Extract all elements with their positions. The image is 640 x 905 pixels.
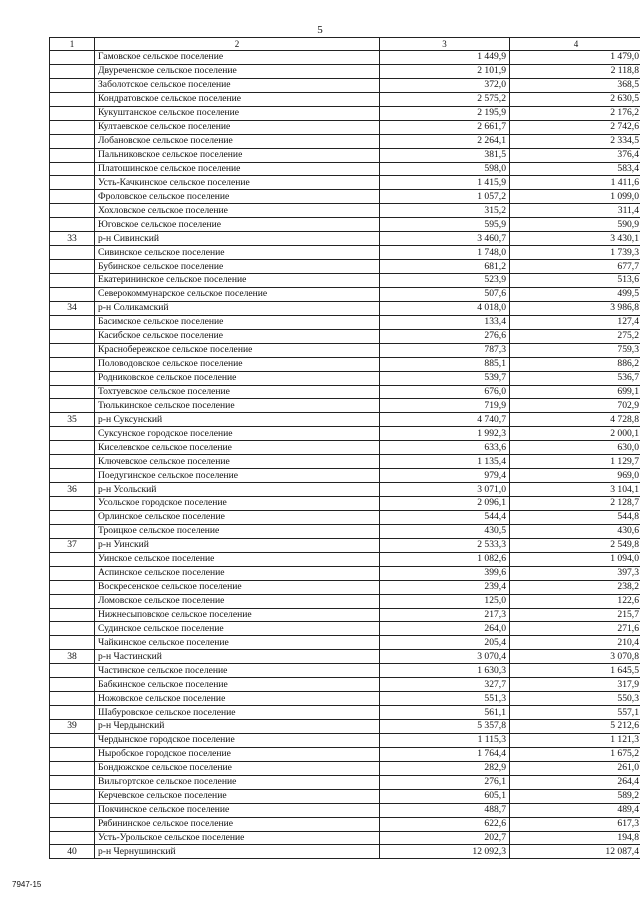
settlement-name-cell: р-н Частинский bbox=[95, 650, 380, 664]
value-col4-cell: 2 118,8 bbox=[510, 64, 640, 78]
row-number-cell: 39 bbox=[50, 720, 95, 734]
row-number-cell bbox=[50, 427, 95, 441]
value-col3-cell: 1 135,4 bbox=[380, 455, 510, 469]
table-header-row bbox=[50, 38, 640, 51]
settlement-name-cell: Бондюжское сельское поселение bbox=[95, 761, 380, 775]
value-col3-cell: 676,0 bbox=[380, 385, 510, 399]
value-col3-cell: 399,6 bbox=[380, 566, 510, 580]
table-row bbox=[50, 594, 640, 608]
settlement-name-cell: Аспинское сельское поселение bbox=[95, 566, 380, 580]
table-row bbox=[50, 427, 640, 441]
table-row bbox=[50, 343, 640, 357]
value-col4-cell: 499,5 bbox=[510, 287, 640, 301]
value-col3-cell: 1 992,3 bbox=[380, 427, 510, 441]
value-col4-cell: 1 479,0 bbox=[510, 51, 640, 65]
value-col4-cell: 2 128,7 bbox=[510, 497, 640, 511]
table-row bbox=[50, 538, 640, 552]
value-col3-cell: 2 533,3 bbox=[380, 538, 510, 552]
value-col4-cell: 376,4 bbox=[510, 148, 640, 162]
value-col4-cell: 1 411,6 bbox=[510, 176, 640, 190]
table-row bbox=[50, 148, 640, 162]
table-row bbox=[50, 329, 640, 343]
row-number-cell bbox=[50, 580, 95, 594]
row-number-cell bbox=[50, 455, 95, 469]
table-row bbox=[50, 204, 640, 218]
page-number: 5 bbox=[317, 24, 323, 36]
table-row bbox=[50, 176, 640, 190]
value-col4-cell: 1 645,5 bbox=[510, 664, 640, 678]
value-col4-cell: 2 630,5 bbox=[510, 92, 640, 106]
settlement-name-cell: р-н Уинский bbox=[95, 538, 380, 552]
settlement-name-cell: р-н Суксунский bbox=[95, 413, 380, 427]
table-row bbox=[50, 301, 640, 315]
row-number-cell: 34 bbox=[50, 301, 95, 315]
value-col4-cell: 317,9 bbox=[510, 678, 640, 692]
value-col4-cell: 544,8 bbox=[510, 510, 640, 524]
table-row bbox=[50, 636, 640, 650]
row-number-cell bbox=[50, 176, 95, 190]
row-number-cell bbox=[50, 218, 95, 232]
value-col3-cell: 1 115,3 bbox=[380, 733, 510, 747]
settlement-name-cell: Ключевское сельское поселение bbox=[95, 455, 380, 469]
table-row bbox=[50, 664, 640, 678]
value-col4-cell: 397,3 bbox=[510, 566, 640, 580]
value-col3-cell: 202,7 bbox=[380, 831, 510, 845]
row-number-cell bbox=[50, 106, 95, 120]
value-col4-cell: 368,5 bbox=[510, 78, 640, 92]
value-col4-cell: 3 070,8 bbox=[510, 650, 640, 664]
row-number-cell bbox=[50, 134, 95, 148]
value-col3-cell: 1 748,0 bbox=[380, 246, 510, 260]
row-number-cell bbox=[50, 162, 95, 176]
settlement-name-cell: Гамовское сельское поселение bbox=[95, 51, 380, 65]
row-number-cell bbox=[50, 678, 95, 692]
table-row bbox=[50, 831, 640, 845]
row-number-cell bbox=[50, 371, 95, 385]
row-number-cell: 36 bbox=[50, 483, 95, 497]
settlement-name-cell: Воскресенское сельское поселение bbox=[95, 580, 380, 594]
table-row bbox=[50, 580, 640, 594]
value-col3-cell: 1 415,9 bbox=[380, 176, 510, 190]
column-header-3: 3 bbox=[380, 38, 510, 51]
value-col4-cell: 3 430,1 bbox=[510, 232, 640, 246]
table-row bbox=[50, 260, 640, 274]
settlement-name-cell: р-н Чернушинский bbox=[95, 845, 380, 859]
value-col3-cell: 488,7 bbox=[380, 803, 510, 817]
value-col3-cell: 605,1 bbox=[380, 789, 510, 803]
value-col3-cell: 787,3 bbox=[380, 343, 510, 357]
settlement-name-cell: Ножовское сельское поселение bbox=[95, 692, 380, 706]
value-col4-cell: 210,4 bbox=[510, 636, 640, 650]
value-col3-cell: 544,4 bbox=[380, 510, 510, 524]
table-row bbox=[50, 357, 640, 371]
value-col4-cell: 677,7 bbox=[510, 260, 640, 274]
value-col3-cell: 12 092,3 bbox=[380, 845, 510, 859]
settlement-name-cell: Чердынское городское поселение bbox=[95, 733, 380, 747]
value-col3-cell: 2 101,9 bbox=[380, 64, 510, 78]
table-row bbox=[50, 315, 640, 329]
row-number-cell: 38 bbox=[50, 650, 95, 664]
table-row bbox=[50, 274, 640, 288]
table-row bbox=[50, 78, 640, 92]
row-number-cell bbox=[50, 343, 95, 357]
settlement-name-cell: р-н Соликамский bbox=[95, 301, 380, 315]
value-col3-cell: 205,4 bbox=[380, 636, 510, 650]
value-col4-cell: 2 334,5 bbox=[510, 134, 640, 148]
settlement-name-cell: Чайкинское сельское поселение bbox=[95, 636, 380, 650]
row-number-cell bbox=[50, 733, 95, 747]
settlement-name-cell: Кондратовское сельское поселение bbox=[95, 92, 380, 106]
settlement-name-cell: Троицкое сельское поселение bbox=[95, 524, 380, 538]
settlement-name-cell: р-н Усольский bbox=[95, 483, 380, 497]
row-number-cell bbox=[50, 636, 95, 650]
settlement-name-cell: Усольское городское поселение bbox=[95, 497, 380, 511]
settlement-name-cell: Сивинское сельское поселение bbox=[95, 246, 380, 260]
table-row bbox=[50, 706, 640, 720]
settlement-name-cell: Киселевское сельское поселение bbox=[95, 441, 380, 455]
row-number-cell bbox=[50, 524, 95, 538]
table-row bbox=[50, 190, 640, 204]
row-number-cell bbox=[50, 329, 95, 343]
row-number-cell bbox=[50, 706, 95, 720]
row-number-cell bbox=[50, 92, 95, 106]
table-row bbox=[50, 552, 640, 566]
value-col4-cell: 3 986,8 bbox=[510, 301, 640, 315]
value-col4-cell: 1 094,0 bbox=[510, 552, 640, 566]
row-number-cell bbox=[50, 608, 95, 622]
table-row bbox=[50, 371, 640, 385]
settlement-name-cell: Платошинское сельское поселение bbox=[95, 162, 380, 176]
row-number-cell bbox=[50, 803, 95, 817]
value-col4-cell: 590,9 bbox=[510, 218, 640, 232]
table-row bbox=[50, 761, 640, 775]
row-number-cell bbox=[50, 51, 95, 65]
value-col4-cell: 194,8 bbox=[510, 831, 640, 845]
settlement-name-cell: Половодовское сельское поселение bbox=[95, 357, 380, 371]
settlement-name-cell: Усть-Урольское сельское поселение bbox=[95, 831, 380, 845]
value-col4-cell: 4 728,8 bbox=[510, 413, 640, 427]
value-col4-cell: 759,3 bbox=[510, 343, 640, 357]
value-col3-cell: 622,6 bbox=[380, 817, 510, 831]
row-number-cell bbox=[50, 622, 95, 636]
value-col3-cell: 561,1 bbox=[380, 706, 510, 720]
value-col4-cell: 275,2 bbox=[510, 329, 640, 343]
value-col4-cell: 215,7 bbox=[510, 608, 640, 622]
value-col3-cell: 264,0 bbox=[380, 622, 510, 636]
table-row bbox=[50, 120, 640, 134]
value-col4-cell: 630,0 bbox=[510, 441, 640, 455]
settlement-name-cell: Култаевское сельское поселение bbox=[95, 120, 380, 134]
value-col3-cell: 2 195,9 bbox=[380, 106, 510, 120]
value-col3-cell: 3 070,4 bbox=[380, 650, 510, 664]
table-row bbox=[50, 455, 640, 469]
value-col3-cell: 1 630,3 bbox=[380, 664, 510, 678]
settlement-name-cell: Екатерининское сельское поселение bbox=[95, 274, 380, 288]
row-number-cell bbox=[50, 441, 95, 455]
row-number-cell bbox=[50, 204, 95, 218]
value-col3-cell: 551,3 bbox=[380, 692, 510, 706]
value-col4-cell: 2 742,6 bbox=[510, 120, 640, 134]
row-number-cell bbox=[50, 664, 95, 678]
row-number-cell: 35 bbox=[50, 413, 95, 427]
table-row bbox=[50, 775, 640, 789]
value-col3-cell: 4 740,7 bbox=[380, 413, 510, 427]
settlement-name-cell: Двуреченское сельское поселение bbox=[95, 64, 380, 78]
settlement-name-cell: Бабкинское сельское поселение bbox=[95, 678, 380, 692]
table-row bbox=[50, 218, 640, 232]
table-row bbox=[50, 399, 640, 413]
settlement-name-cell: р-н Сивинский bbox=[95, 232, 380, 246]
value-col4-cell: 2 000,1 bbox=[510, 427, 640, 441]
settlement-name-cell: Басимское сельское поселение bbox=[95, 315, 380, 329]
value-col4-cell: 2 176,2 bbox=[510, 106, 640, 120]
value-col3-cell: 217,3 bbox=[380, 608, 510, 622]
value-col3-cell: 2 661,7 bbox=[380, 120, 510, 134]
row-number-cell: 33 bbox=[50, 232, 95, 246]
settlement-name-cell: Покчинское сельское поселение bbox=[95, 803, 380, 817]
settlement-name-cell: Родниковское сельское поселение bbox=[95, 371, 380, 385]
value-col4-cell: 430,6 bbox=[510, 524, 640, 538]
row-number-cell bbox=[50, 385, 95, 399]
value-col4-cell: 1 129,7 bbox=[510, 455, 640, 469]
row-number-cell bbox=[50, 274, 95, 288]
row-number-cell bbox=[50, 399, 95, 413]
table-row bbox=[50, 650, 640, 664]
value-col4-cell: 127,4 bbox=[510, 315, 640, 329]
value-col3-cell: 276,6 bbox=[380, 329, 510, 343]
value-col4-cell: 589,2 bbox=[510, 789, 640, 803]
value-col4-cell: 311,4 bbox=[510, 204, 640, 218]
table-row bbox=[50, 106, 640, 120]
row-number-cell bbox=[50, 566, 95, 580]
value-col3-cell: 507,6 bbox=[380, 287, 510, 301]
value-col4-cell: 557,1 bbox=[510, 706, 640, 720]
row-number-cell bbox=[50, 692, 95, 706]
settlement-name-cell: Северокоммунарское сельское поселение bbox=[95, 287, 380, 301]
value-col4-cell: 238,2 bbox=[510, 580, 640, 594]
row-number-cell bbox=[50, 246, 95, 260]
settlement-name-cell: Частинское сельское поселение bbox=[95, 664, 380, 678]
document-code: 7947-15 bbox=[12, 880, 42, 889]
table-row bbox=[50, 692, 640, 706]
table-row bbox=[50, 622, 640, 636]
table-row bbox=[50, 385, 640, 399]
value-col4-cell: 122,6 bbox=[510, 594, 640, 608]
settlement-name-cell: Заболотское сельское поселение bbox=[95, 78, 380, 92]
row-number-cell bbox=[50, 260, 95, 274]
settlement-name-cell: Хохловское сельское поселение bbox=[95, 204, 380, 218]
table-row bbox=[50, 413, 640, 427]
value-col3-cell: 2 096,1 bbox=[380, 497, 510, 511]
row-number-cell bbox=[50, 148, 95, 162]
row-number-cell bbox=[50, 817, 95, 831]
value-col4-cell: 1 121,3 bbox=[510, 733, 640, 747]
value-col3-cell: 4 018,0 bbox=[380, 301, 510, 315]
table-row bbox=[50, 162, 640, 176]
row-number-cell bbox=[50, 747, 95, 761]
settlement-name-cell: Фроловское сельское поселение bbox=[95, 190, 380, 204]
settlement-name-cell: Ныробское городское поселение bbox=[95, 747, 380, 761]
settlement-name-cell: Касибское сельское поселение bbox=[95, 329, 380, 343]
value-col4-cell: 583,4 bbox=[510, 162, 640, 176]
settlement-name-cell: Рябининское сельское поселение bbox=[95, 817, 380, 831]
value-col4-cell: 617,3 bbox=[510, 817, 640, 831]
value-col3-cell: 276,1 bbox=[380, 775, 510, 789]
table-row bbox=[50, 246, 640, 260]
settlement-name-cell: Тохтуевское сельское поселение bbox=[95, 385, 380, 399]
value-col4-cell: 261,0 bbox=[510, 761, 640, 775]
value-col3-cell: 681,2 bbox=[380, 260, 510, 274]
value-col3-cell: 719,9 bbox=[380, 399, 510, 413]
table-row bbox=[50, 817, 640, 831]
table-row bbox=[50, 678, 640, 692]
value-col4-cell: 1 675,2 bbox=[510, 747, 640, 761]
settlement-name-cell: Лобановское сельское поселение bbox=[95, 134, 380, 148]
value-col3-cell: 1 082,6 bbox=[380, 552, 510, 566]
row-number-cell: 37 bbox=[50, 538, 95, 552]
value-col3-cell: 633,6 bbox=[380, 441, 510, 455]
table-row bbox=[50, 803, 640, 817]
table-row bbox=[50, 845, 640, 859]
settlement-name-cell: Бубинское сельское поселение bbox=[95, 260, 380, 274]
value-col3-cell: 327,7 bbox=[380, 678, 510, 692]
row-number-cell: 40 bbox=[50, 845, 95, 859]
settlement-name-cell: Юговское сельское поселение bbox=[95, 218, 380, 232]
value-col3-cell: 1 057,2 bbox=[380, 190, 510, 204]
value-col3-cell: 1 764,4 bbox=[380, 747, 510, 761]
row-number-cell bbox=[50, 78, 95, 92]
table-row bbox=[50, 720, 640, 734]
value-col4-cell: 699,1 bbox=[510, 385, 640, 399]
settlement-name-cell: Судинское сельское поселение bbox=[95, 622, 380, 636]
budget-table bbox=[49, 37, 640, 859]
settlement-name-cell: Орлинское сельское поселение bbox=[95, 510, 380, 524]
settlement-name-cell: Поедугинское сельское поселение bbox=[95, 469, 380, 483]
value-col3-cell: 979,4 bbox=[380, 469, 510, 483]
row-number-cell bbox=[50, 497, 95, 511]
value-col3-cell: 133,4 bbox=[380, 315, 510, 329]
settlement-name-cell: Нижнесыповское сельское поселение bbox=[95, 608, 380, 622]
table-row bbox=[50, 232, 640, 246]
value-col4-cell: 886,2 bbox=[510, 357, 640, 371]
row-number-cell bbox=[50, 287, 95, 301]
row-number-cell bbox=[50, 761, 95, 775]
settlement-name-cell: Керчевское сельское поселение bbox=[95, 789, 380, 803]
value-col4-cell: 550,3 bbox=[510, 692, 640, 706]
table-row bbox=[50, 64, 640, 78]
value-col3-cell: 5 357,8 bbox=[380, 720, 510, 734]
settlement-name-cell: Тюлькинское сельское поселение bbox=[95, 399, 380, 413]
value-col3-cell: 2 575,2 bbox=[380, 92, 510, 106]
value-col3-cell: 3 071,0 bbox=[380, 483, 510, 497]
row-number-cell bbox=[50, 594, 95, 608]
value-col4-cell: 1 739,3 bbox=[510, 246, 640, 260]
table-row bbox=[50, 92, 640, 106]
value-col3-cell: 125,0 bbox=[380, 594, 510, 608]
value-col4-cell: 3 104,1 bbox=[510, 483, 640, 497]
value-col4-cell: 271,6 bbox=[510, 622, 640, 636]
table-row bbox=[50, 469, 640, 483]
value-col3-cell: 430,5 bbox=[380, 524, 510, 538]
table-row bbox=[50, 510, 640, 524]
value-col3-cell: 2 264,1 bbox=[380, 134, 510, 148]
value-col4-cell: 264,4 bbox=[510, 775, 640, 789]
settlement-name-cell: р-н Чердынский bbox=[95, 720, 380, 734]
value-col3-cell: 282,9 bbox=[380, 761, 510, 775]
settlement-name-cell: Суксунское городское поселение bbox=[95, 427, 380, 441]
value-col3-cell: 885,1 bbox=[380, 357, 510, 371]
value-col3-cell: 372,0 bbox=[380, 78, 510, 92]
value-col4-cell: 2 549,8 bbox=[510, 538, 640, 552]
settlement-name-cell: Пальниковское сельское поселение bbox=[95, 148, 380, 162]
row-number-cell bbox=[50, 357, 95, 371]
row-number-cell bbox=[50, 120, 95, 134]
value-col3-cell: 239,4 bbox=[380, 580, 510, 594]
column-header-4: 4 bbox=[510, 38, 640, 51]
value-col3-cell: 381,5 bbox=[380, 148, 510, 162]
row-number-cell bbox=[50, 469, 95, 483]
table-row bbox=[50, 747, 640, 761]
table-row bbox=[50, 51, 640, 65]
value-col4-cell: 1 099,0 bbox=[510, 190, 640, 204]
table-row bbox=[50, 524, 640, 538]
settlement-name-cell: Усть-Качкинское сельское поселение bbox=[95, 176, 380, 190]
table-row bbox=[50, 608, 640, 622]
value-col3-cell: 3 460,7 bbox=[380, 232, 510, 246]
row-number-cell bbox=[50, 789, 95, 803]
column-header-2: 2 bbox=[95, 38, 380, 51]
table-row bbox=[50, 566, 640, 580]
value-col4-cell: 5 212,6 bbox=[510, 720, 640, 734]
value-col4-cell: 536,7 bbox=[510, 371, 640, 385]
value-col3-cell: 598,0 bbox=[380, 162, 510, 176]
row-number-cell bbox=[50, 831, 95, 845]
value-col4-cell: 702,9 bbox=[510, 399, 640, 413]
settlement-name-cell: Кукуштанское сельское поселение bbox=[95, 106, 380, 120]
value-col3-cell: 523,9 bbox=[380, 274, 510, 288]
row-number-cell bbox=[50, 315, 95, 329]
column-header-1: 1 bbox=[50, 38, 95, 51]
row-number-cell bbox=[50, 552, 95, 566]
settlement-name-cell: Вильгортское сельское поселение bbox=[95, 775, 380, 789]
settlement-name-cell: Уинское сельское поселение bbox=[95, 552, 380, 566]
settlement-name-cell: Краснобережское сельское поселение bbox=[95, 343, 380, 357]
value-col4-cell: 513,6 bbox=[510, 274, 640, 288]
table-row bbox=[50, 287, 640, 301]
table-row bbox=[50, 733, 640, 747]
value-col4-cell: 489,4 bbox=[510, 803, 640, 817]
table-row bbox=[50, 789, 640, 803]
table-row bbox=[50, 497, 640, 511]
value-col3-cell: 315,2 bbox=[380, 204, 510, 218]
table-row bbox=[50, 441, 640, 455]
settlement-name-cell: Ломовское сельское поселение bbox=[95, 594, 380, 608]
row-number-cell bbox=[50, 775, 95, 789]
value-col3-cell: 595,9 bbox=[380, 218, 510, 232]
value-col3-cell: 539,7 bbox=[380, 371, 510, 385]
value-col3-cell: 1 449,9 bbox=[380, 51, 510, 65]
row-number-cell bbox=[50, 64, 95, 78]
settlement-name-cell: Шабуровское сельское поселение bbox=[95, 706, 380, 720]
value-col4-cell: 12 087,4 bbox=[510, 845, 640, 859]
table-row bbox=[50, 483, 640, 497]
row-number-cell bbox=[50, 510, 95, 524]
row-number-cell bbox=[50, 190, 95, 204]
table-row bbox=[50, 134, 640, 148]
value-col4-cell: 969,0 bbox=[510, 469, 640, 483]
